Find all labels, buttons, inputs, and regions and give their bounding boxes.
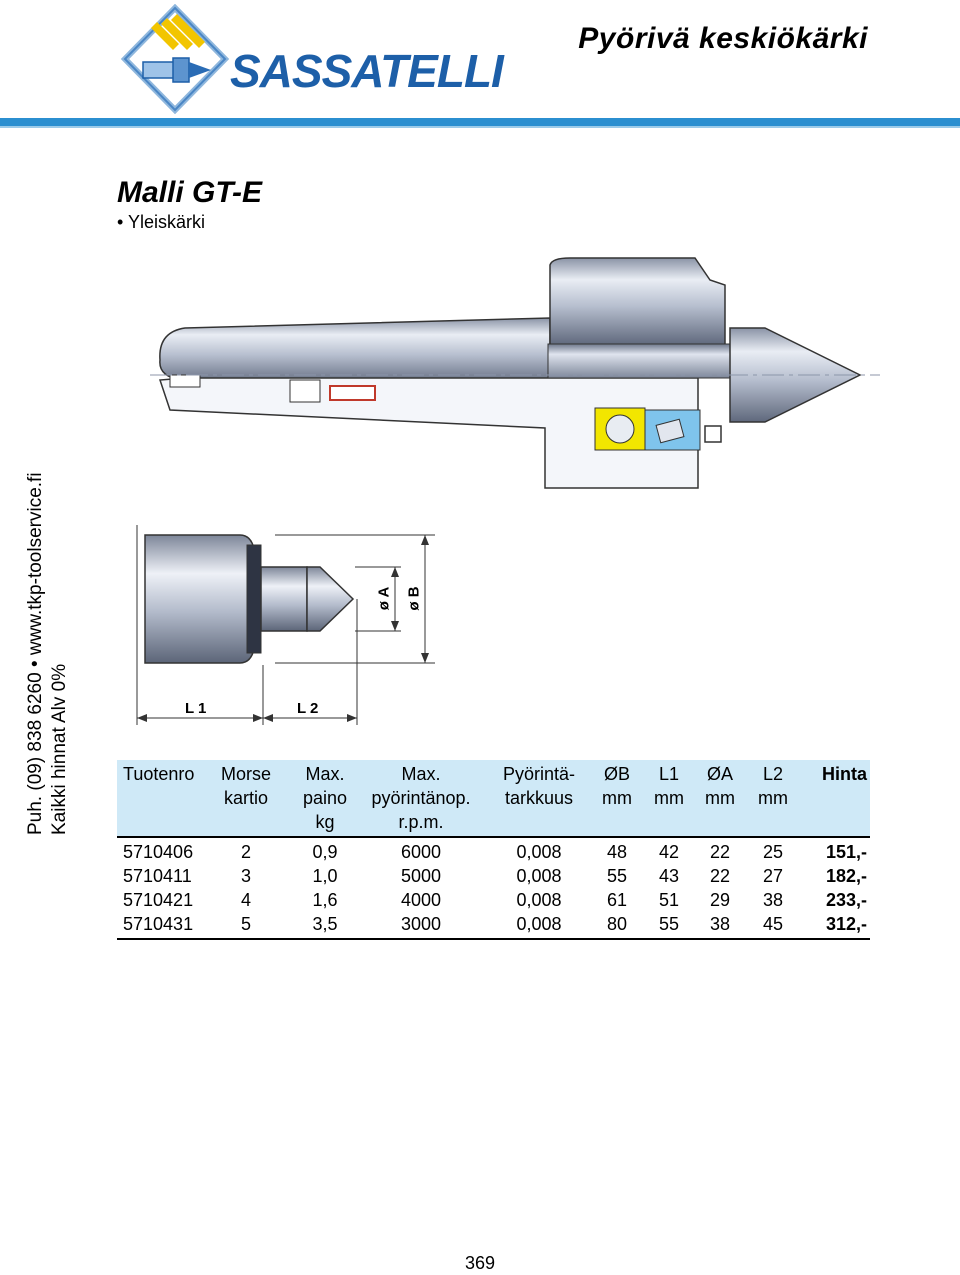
cell-price: 182,- xyxy=(825,866,867,886)
header-rule xyxy=(0,118,960,126)
cell-max-weight: 1,0 xyxy=(312,866,338,886)
header-dia-b: ØB mm xyxy=(602,764,632,808)
brand-logo xyxy=(115,4,503,114)
page-number: 369 xyxy=(464,1253,496,1273)
cell-l2: 25 xyxy=(762,842,784,862)
header-morse-taper: Morse kartio xyxy=(220,764,271,808)
cell-max-weight: 0,9 xyxy=(312,842,338,862)
dim-label-a: ø A xyxy=(375,586,393,611)
cell-runout: 0,008 xyxy=(516,866,562,886)
cell-l2: 45 xyxy=(762,914,784,934)
cell-product-no: 5710421 xyxy=(123,890,194,910)
header-l2: L2 mm xyxy=(758,764,788,808)
cell-max-weight: 1,6 xyxy=(312,890,338,910)
cell-l1: 43 xyxy=(658,866,680,886)
dim-label-b: ø B xyxy=(405,586,423,611)
dim-label-l1: L 1 xyxy=(185,700,207,717)
cell-dia-a: 22 xyxy=(709,842,731,862)
cell-dia-b: 55 xyxy=(606,866,628,886)
model-bullet: • Yleiskärki xyxy=(117,212,205,232)
sidebar-contact xyxy=(24,472,72,835)
header-dia-a: ØA mm xyxy=(705,764,735,808)
cell-max-speed: 6000 xyxy=(400,842,442,862)
cell-price: 151,- xyxy=(825,842,867,862)
spec-table xyxy=(117,760,870,940)
model-title: Malli GT-E xyxy=(117,176,263,209)
cell-l1: 42 xyxy=(658,842,680,862)
cell-dia-b: 61 xyxy=(606,890,628,910)
header-rule-light xyxy=(0,126,960,128)
cell-price: 312,- xyxy=(825,914,867,934)
cell-product-no: 5710431 xyxy=(123,914,194,934)
cell-max-speed: 4000 xyxy=(400,890,442,910)
cell-dia-b: 48 xyxy=(606,842,628,862)
cell-price: 233,- xyxy=(825,890,867,910)
brand-wordmark: SASSATELLI xyxy=(230,45,503,97)
cell-morse-taper: 5 xyxy=(240,914,251,934)
dim-label-l2: L 2 xyxy=(297,700,319,717)
cell-dia-a: 22 xyxy=(709,866,731,886)
cell-morse-taper: 3 xyxy=(240,866,251,886)
cell-l1: 55 xyxy=(658,914,680,934)
table-row xyxy=(117,912,870,936)
cell-product-no: 5710411 xyxy=(123,866,192,886)
cell-morse-taper: 2 xyxy=(240,842,251,862)
header-product-no: Tuotenro xyxy=(123,764,195,784)
cell-runout: 0,008 xyxy=(516,842,562,862)
section-drawing xyxy=(150,250,880,500)
cell-max-weight: 3,5 xyxy=(312,914,338,934)
cell-dia-a: 38 xyxy=(709,914,731,934)
dimension-drawing xyxy=(125,515,445,725)
table-row xyxy=(117,864,870,888)
table-header-rule xyxy=(117,836,870,838)
cell-morse-taper: 4 xyxy=(240,890,251,910)
cell-max-speed: 5000 xyxy=(400,866,442,886)
table-row xyxy=(117,888,870,912)
header-price: Hinta xyxy=(822,764,867,784)
cell-l2: 27 xyxy=(762,866,784,886)
table-row xyxy=(117,840,870,864)
cell-max-speed: 3000 xyxy=(400,914,442,934)
cell-product-no: 5710406 xyxy=(123,842,194,862)
cell-runout: 0,008 xyxy=(516,890,562,910)
sidebar-vat-line: Kaikki hinnat Alv 0% xyxy=(49,663,70,835)
header-runout: Pyörintä- tarkkuus xyxy=(502,764,576,808)
table-bottom-rule xyxy=(117,938,870,940)
header-max-weight: Max. paino kg xyxy=(302,764,348,832)
cell-dia-b: 80 xyxy=(606,914,628,934)
cell-runout: 0,008 xyxy=(516,914,562,934)
cell-l1: 51 xyxy=(658,890,680,910)
header-max-speed: Max. pyörintänop. r.p.m. xyxy=(371,764,471,832)
header-l1: L1 mm xyxy=(654,764,684,808)
cell-dia-a: 29 xyxy=(709,890,731,910)
sidebar-contact-line: Puh. (09) 838 6260 • www.tkp-toolservice.fi xyxy=(25,472,46,835)
cell-l2: 38 xyxy=(762,890,784,910)
page-title: Pyörivä keskiökärki xyxy=(578,22,868,55)
